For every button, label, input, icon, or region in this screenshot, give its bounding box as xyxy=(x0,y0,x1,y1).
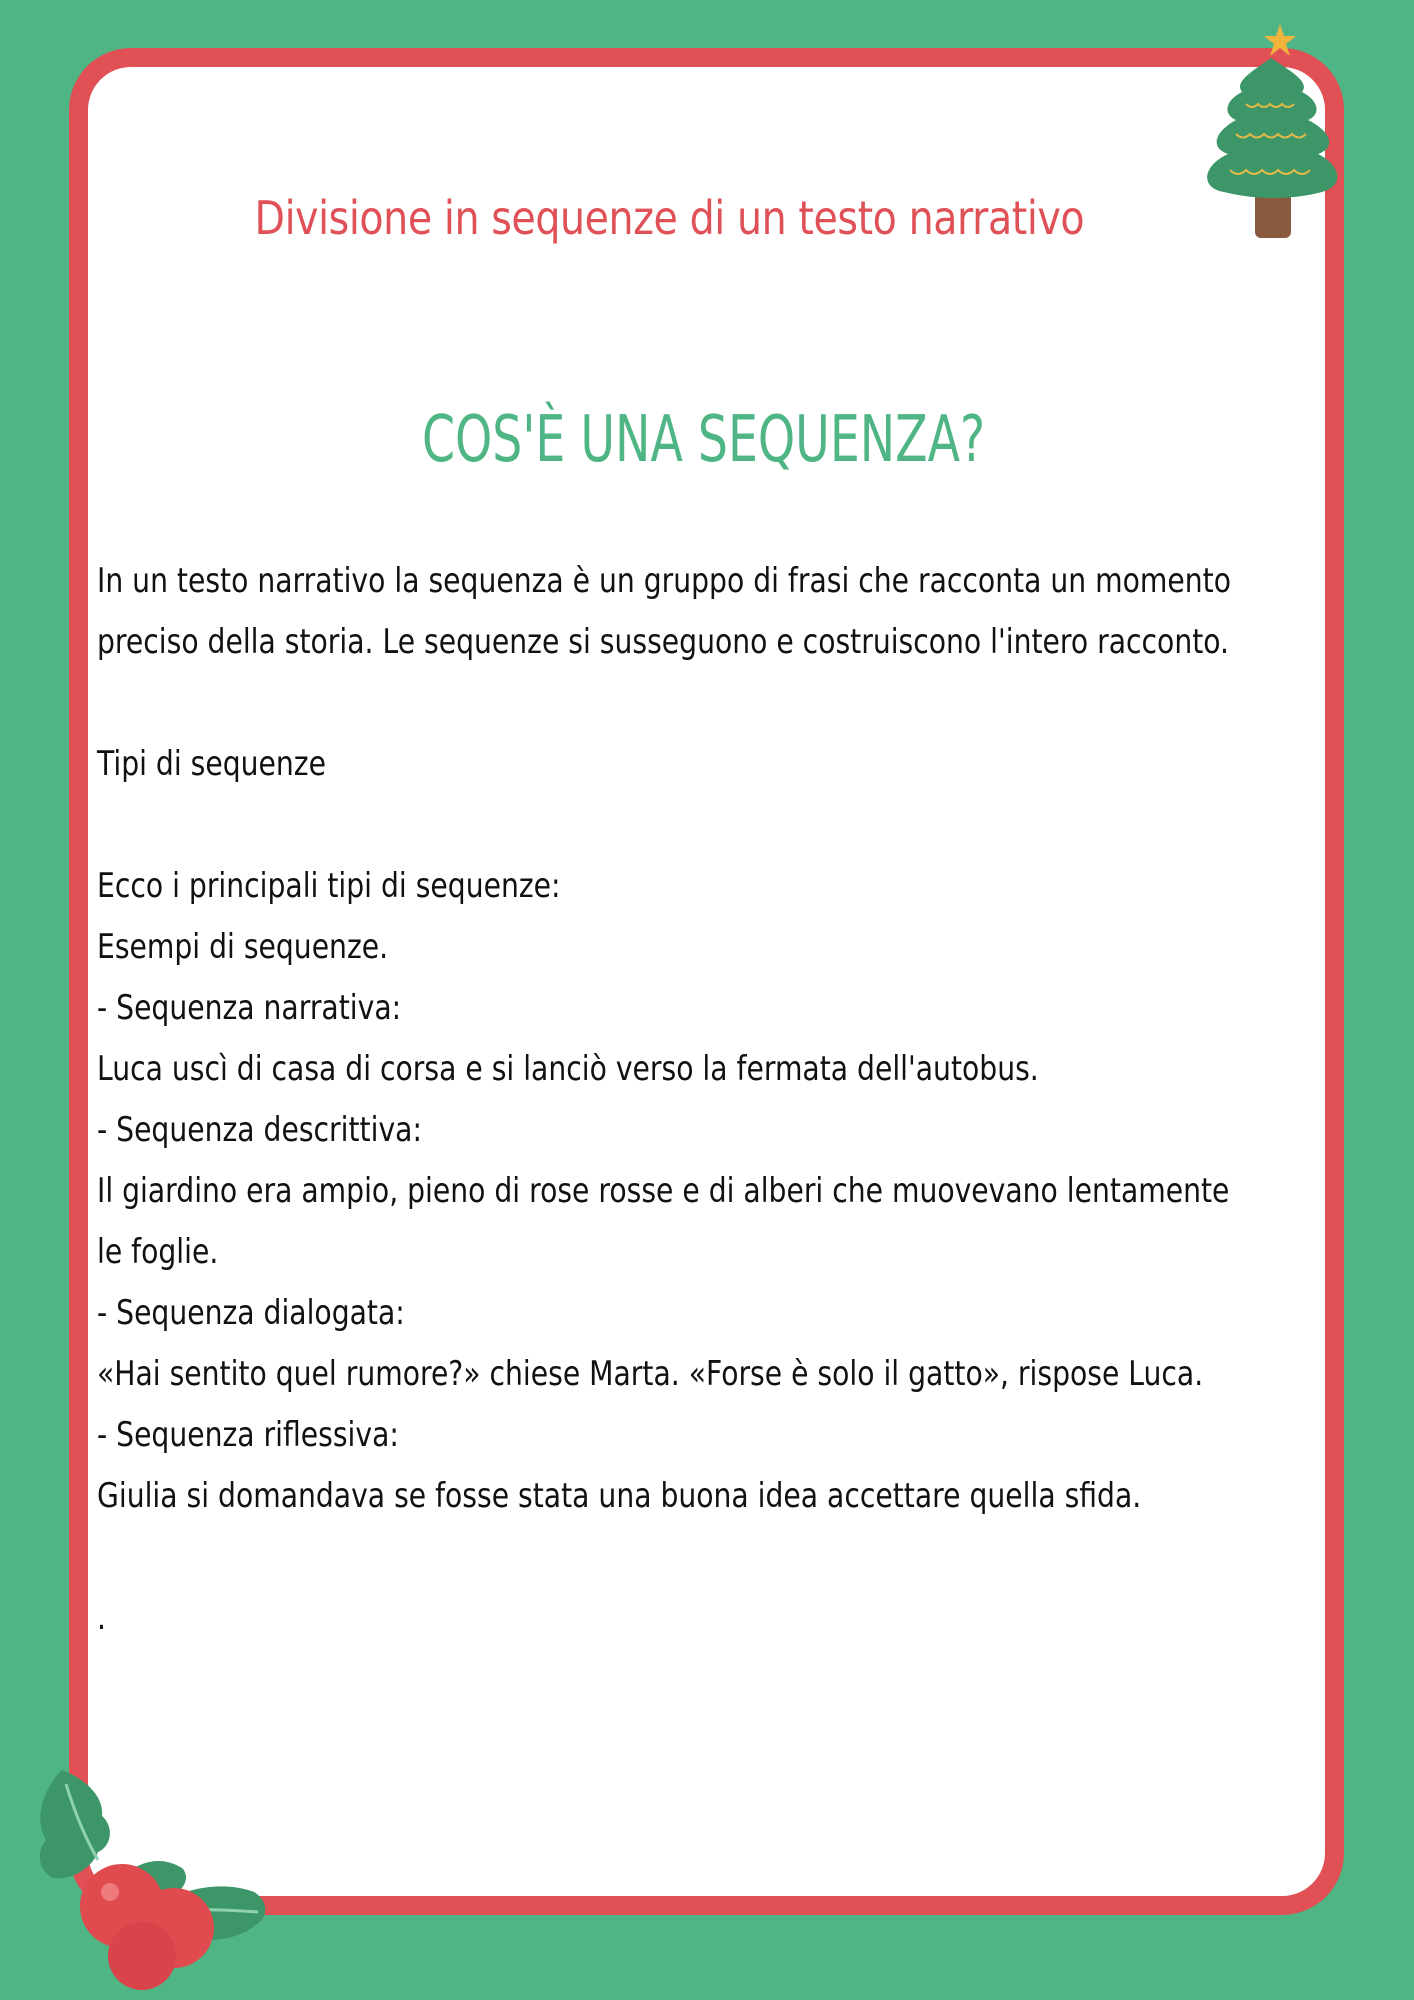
descriptive-label: - Sequenza descrittiva: xyxy=(97,1110,422,1150)
types-heading: Tipi di sequenze xyxy=(97,744,326,784)
body-text xyxy=(97,551,1337,1649)
types-intro: Ecco i principali tipi di sequenze: xyxy=(97,866,561,906)
page-title: Divisione in sequenze di un testo narrativo xyxy=(254,191,1084,245)
narrative-example: Luca uscì di casa di corsa e si lanciò verso la fermata dell'autobus. xyxy=(97,1049,1039,1089)
dialogue-example: «Hai sentito quel rumore?» chiese Marta. «Forse è solo il gatto», rispose Luca. xyxy=(97,1354,1204,1394)
descriptive-example-line-1: Il giardino era ampio, pieno di rose rosse e di alberi che muovevano lentamente xyxy=(97,1171,1230,1211)
intro-line-2: preciso della storia. Le sequenze si susseguono e costruiscono l'intero racconto. xyxy=(97,622,1230,662)
intro-line-1: In un testo narrativo la sequenza è un gruppo di frasi che racconta un momento xyxy=(97,561,1231,601)
trailing-dot: . xyxy=(97,1598,106,1638)
descriptive-example-line-2: le foglie. xyxy=(97,1232,219,1272)
reflective-example: Giulia si domandava se fosse stata una buona idea accettare quella sfida. xyxy=(97,1476,1142,1516)
dialogue-label: - Sequenza dialogata: xyxy=(97,1293,405,1333)
narrative-label: - Sequenza narrativa: xyxy=(97,988,402,1028)
section-heading: COS'È UNA SEQUENZA? xyxy=(422,403,986,477)
reflective-label: - Sequenza riflessiva: xyxy=(97,1415,399,1455)
examples-intro: Esempi di sequenze. xyxy=(97,927,389,967)
holly-berries-icon xyxy=(32,1760,292,1990)
